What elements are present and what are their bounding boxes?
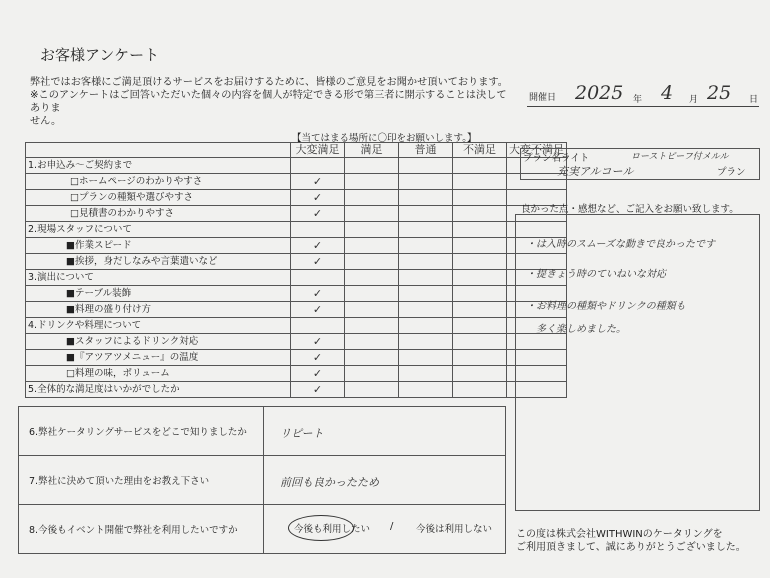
row-label: ■『アツアツメニュー』の温度 — [26, 350, 291, 366]
check-mark: ✓ — [291, 334, 345, 350]
plan-name-line1: ローストビーフ付メルル — [631, 152, 729, 162]
table-row — [26, 270, 567, 286]
check-mark: ✓ — [291, 302, 345, 318]
table-row — [26, 206, 567, 222]
table-row — [26, 222, 567, 238]
option-separator: / — [390, 521, 394, 532]
date-label: 開催日 — [529, 93, 557, 103]
date-year: 2025 — [575, 82, 624, 104]
question-row — [19, 407, 505, 456]
date-day-unit: 日 — [749, 95, 759, 105]
plan-suffix: プラン — [717, 167, 746, 178]
column-header: 不満足 — [453, 143, 507, 158]
comment-line: ・は入時のスムーズな動きで良かったです — [526, 239, 715, 250]
table-row — [26, 190, 567, 206]
check-mark: ✓ — [291, 254, 345, 270]
intro-text: 弊社ではお客様にご満足頂けるサービスをお届けするために、皆様のご意見をお聞かせ頂いております。 ※このアンケートはご回答いただいた個々の内容を個人が特定できる形で第三者に開示することは決してありま せん。 — [30, 77, 508, 127]
comment-line: ・提きょう時のていねいな対応 — [526, 269, 666, 280]
table-row — [26, 254, 567, 270]
date-month: 4 — [661, 82, 674, 104]
row-label: □ホームページのわかりやすさ — [26, 174, 291, 190]
footer-thanks: この度は株式会社WITHWINのケータリングを ご利用頂きまして、誠にありがとうございました。 — [516, 529, 746, 553]
question-label: 8.今後もイベント開催で弊社を利用したいですか — [29, 525, 238, 536]
answer-text: リピート — [280, 427, 324, 440]
row-label: 2.現場スタッフについて — [26, 222, 291, 238]
question-label: 6.弊社ケータリングサービスをどこで知りましたか — [29, 427, 247, 438]
page-title: お客様アンケート — [40, 46, 160, 64]
table-row — [26, 382, 567, 398]
table-row — [26, 302, 567, 318]
comment-line: ・お料理の種類やドリンクの種類も — [526, 301, 686, 312]
row-label: 4.ドリンクや料理について — [26, 318, 291, 334]
option-yes: 今後も利用したい — [294, 524, 371, 535]
survey-instruction: 【当てはまる場所に〇印をお願いします。】 — [292, 133, 477, 144]
table-row — [26, 158, 567, 174]
column-header: 大変不満足 — [507, 143, 567, 158]
table-row — [26, 350, 567, 366]
row-label: □見積書のわかりやすさ — [26, 206, 291, 222]
comments-label: 良かった点・感想など、ご記入をお願い致します。 — [521, 204, 739, 215]
satisfaction-table — [25, 142, 567, 398]
check-mark: ✓ — [291, 382, 345, 398]
check-mark: ✓ — [291, 366, 345, 382]
row-label: ■スタッフによるドリンク対応 — [26, 334, 291, 350]
plan-name-line2: 充実アルコール — [557, 165, 634, 178]
answer-cell — [263, 456, 506, 504]
comment-line: 多く楽しめました。 — [526, 324, 626, 335]
column-header: 大変満足 — [291, 143, 345, 158]
check-mark: ✓ — [291, 286, 345, 302]
questions-box — [18, 406, 506, 554]
table-row — [26, 318, 567, 334]
check-mark: ✓ — [291, 238, 345, 254]
answer-cell — [263, 505, 506, 553]
row-label: 1.お申込み～ご契約まで — [26, 158, 291, 174]
question-row — [19, 456, 505, 505]
option-no: 今後は利用しない — [416, 524, 493, 535]
row-label: 5.全体的な満足度はいかがでしたか — [26, 382, 291, 398]
date-day: 25 — [707, 82, 732, 104]
plan-name-box — [520, 148, 760, 180]
row-label: □プランの種類や選びやすさ — [26, 190, 291, 206]
table-row — [26, 174, 567, 190]
question-label: 7.弊社に決めて頂いた理由をお教え下さい — [29, 476, 210, 487]
check-mark: ✓ — [291, 350, 345, 366]
table-header-row — [26, 143, 567, 158]
row-label: ■テーブル装飾 — [26, 286, 291, 302]
date-month-unit: 月 — [689, 95, 699, 105]
answer-cell — [263, 407, 506, 455]
plan-label: プラン名ライト — [523, 153, 590, 164]
table-row — [26, 238, 567, 254]
question-row — [19, 505, 505, 553]
answer-text: 前回も良かったため — [280, 476, 379, 489]
column-header: 普通 — [399, 143, 453, 158]
row-label: □料理の味，ボリューム — [26, 366, 291, 382]
check-mark: ✓ — [291, 206, 345, 222]
row-label: 3.演出について — [26, 270, 291, 286]
table-row — [26, 334, 567, 350]
table-row — [26, 286, 567, 302]
check-mark: ✓ — [291, 174, 345, 190]
row-label: ■料理の盛り付け方 — [26, 302, 291, 318]
check-mark: ✓ — [291, 190, 345, 206]
row-label: ■挨拶，身だしなみや言葉遣いなど — [26, 254, 291, 270]
date-year-unit: 年 — [633, 95, 643, 105]
table-row — [26, 366, 567, 382]
event-date — [527, 84, 759, 107]
row-label: ■作業スピード — [26, 238, 291, 254]
comments-box — [515, 214, 760, 511]
column-header: 満足 — [345, 143, 399, 158]
